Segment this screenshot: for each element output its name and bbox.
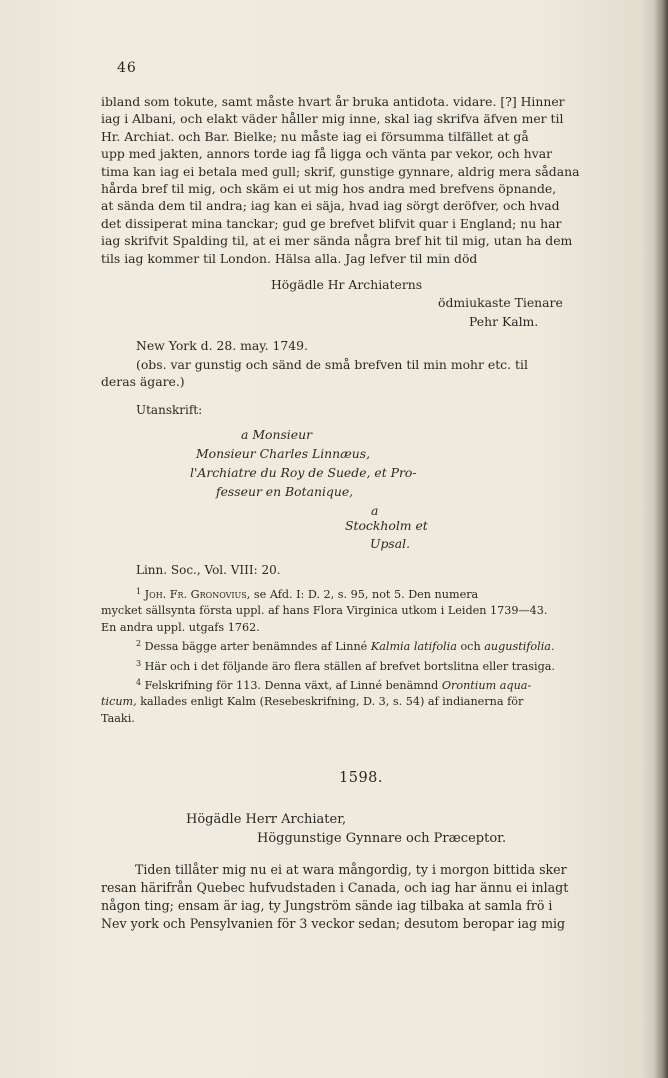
page-edge-shadow <box>654 0 668 1078</box>
footnote-3 <box>101 656 615 675</box>
body-line: resan härifrån Quebec hufvudstaden i Canada, och iag har ännu ei inlagt <box>101 880 569 895</box>
address-label: Utanskrift: <box>136 403 203 417</box>
body-line: tima kan iag ei betala med gull; skrif, gunstige gynnare, aldrig mera sådana <box>101 163 580 179</box>
date-line: New York d. 28. may. 1749. <box>136 338 308 353</box>
address-line: a <box>371 503 379 518</box>
body-line: iag i Albani, och elakt väder håller mig inne, skal iag skrifva äfven mer til <box>101 111 564 127</box>
footnote-4-cont <box>101 694 615 710</box>
address-line: Upsal. <box>370 536 411 551</box>
body-line: ibland som tokute, samt måste hvart år bruka antidota. vidare. [?] Hinner <box>101 94 565 109</box>
address-line: a Monsieur <box>241 427 313 442</box>
body-line: Nev york och Pensylvanien för 3 veckor sedan; desutom beropar iag mig <box>101 916 566 931</box>
obs-line: deras ägare.) <box>101 374 185 390</box>
body-line: det dissiperat mina tanckar; gud ge brefvet blifvit quar i England; nu har <box>101 215 562 231</box>
address-line: l'Archiatre du Roy de Suede, et Pro- <box>190 465 417 480</box>
footnote-mark: 2 <box>136 639 142 649</box>
footnotes <box>101 584 615 727</box>
body-line: at sända dem til andra; iag kan ei säja, hvad iag sörgt deröfver, och hvad <box>101 198 560 214</box>
closing-salutation: Högädle Hr Archiaterns <box>271 277 423 292</box>
page-number: 46 <box>117 60 137 76</box>
body-line: Tiden tillåter mig nu ei at wara mångordig, ty i morgon bittida sker <box>135 862 567 877</box>
footnote-text: mycket sällsynta första uppl. af hans Flora Virginica utkom i Leiden 1739—43. <box>101 604 548 618</box>
species-name: ticum, <box>101 695 137 709</box>
letter-number: 1598. <box>339 770 384 786</box>
footnote-2 <box>101 636 615 655</box>
body-line: någon ting; ensam är iag, ty Jungström sände iag tilbaka at samla frö i <box>101 898 553 913</box>
obs-note <box>101 356 615 391</box>
letter-body <box>101 93 615 267</box>
footnote-4 <box>101 675 615 694</box>
footnote-text: , se Afd. I: D. 2, s. 95, not 5. Den numera <box>246 588 479 601</box>
body-line: tils iag kommer til London. Hälsa alla. Jag lefver til min död <box>101 250 478 266</box>
address-line: Monsieur Charles Linnæus, <box>196 446 371 461</box>
new-letter-body <box>101 861 615 933</box>
footnote-mark: 3 <box>136 658 142 668</box>
footnote-text: Taaki. <box>101 711 135 725</box>
species-name: Orontium aqua- <box>441 679 532 693</box>
greeting-line: Högädle Herr Archiater, <box>186 812 347 827</box>
footnote-text: En andra uppl. utgafs 1762. <box>101 620 260 634</box>
source-reference: Linn. Soc., Vol. VIII: 20. <box>136 563 281 577</box>
body-line: upp med jakten, annors torde iag få ligga och vänta par vekor, och hvar <box>101 146 552 162</box>
closing-humble: ödmiukaste Tienare <box>438 295 563 310</box>
footnote-author: Joh. Fr. Gronovius <box>144 588 247 601</box>
body-line: hårda bref til mig, och skäm ei ut mig hos andra med brefvens öpnande, <box>101 181 557 197</box>
footnote-text: Här och i det följande äro flera ställen af brefvet bortslitna eller trasiga. <box>144 659 555 673</box>
footnote-1 <box>101 584 615 603</box>
obs-line: (obs. var gunstig och sänd de små brefven til min mohr etc. til <box>136 357 528 372</box>
species-name: Kalmia latifolia <box>370 640 457 654</box>
address-line: fesseur en Botanique, <box>216 484 354 499</box>
footnote-mark: 4 <box>136 678 142 688</box>
footnote-text: och <box>456 640 485 654</box>
footnote-mark: 1 <box>136 587 142 596</box>
greeting-line: Höggunstige Gynnare och Præceptor. <box>257 831 507 846</box>
footnote-text: Felskrifning för 113. Denna växt, af Linné benämnd <box>144 679 442 693</box>
footnote-text: Dessa bägge arter benämndes af Linné <box>144 640 371 654</box>
footnote-text: kallades enligt Kalm (Resebeskrifning, D. 3, s. 54) af indianerna för <box>136 695 524 709</box>
species-name: augustifolia. <box>484 640 555 654</box>
address-line: Stockholm et <box>345 518 428 533</box>
body-line: iag skrifvit Spalding til, at ei mer sända några bref hit til mig, utan ha dem <box>101 233 573 249</box>
body-line: Hr. Archiat. och Bar. Bielke; nu måste iag ei försumma tilfället at gå <box>101 128 529 144</box>
signature: Pehr Kalm. <box>469 314 539 329</box>
